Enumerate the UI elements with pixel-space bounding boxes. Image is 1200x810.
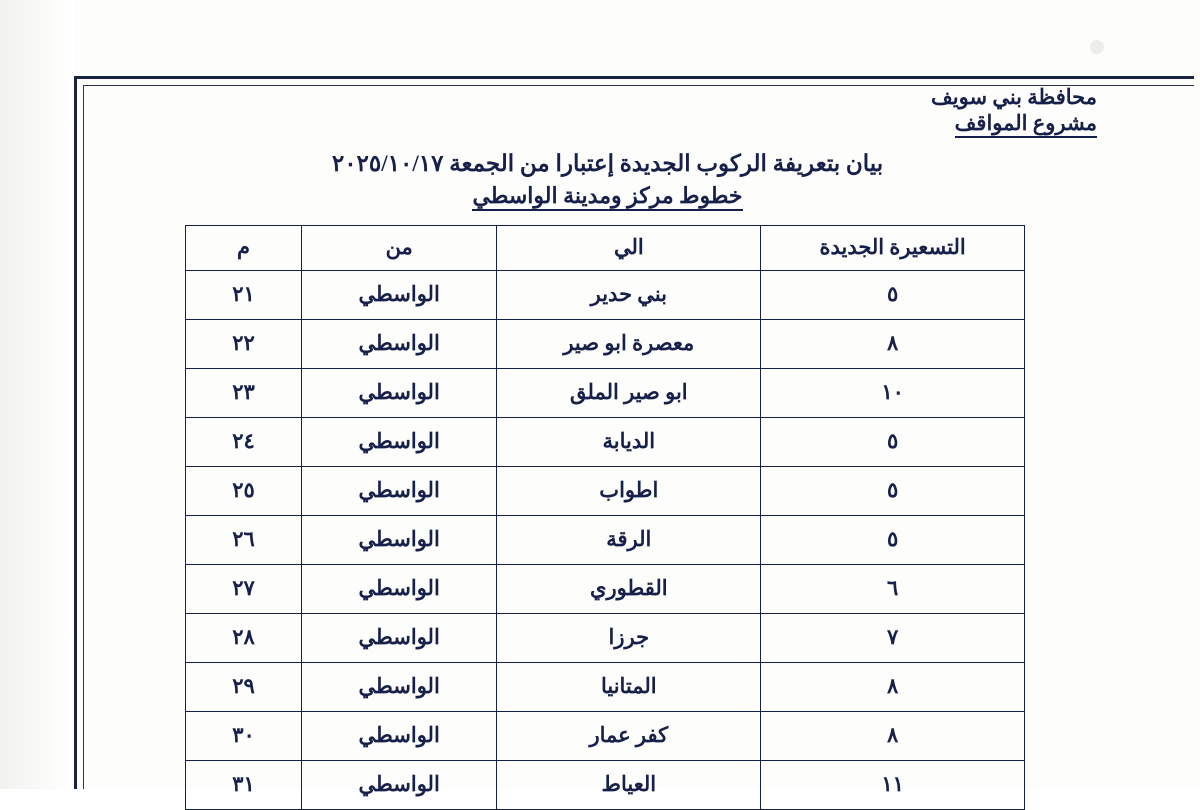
cell-number: ٢٩ [186,662,302,711]
scan-artifact [1090,40,1104,54]
cell-from: الواسطي [301,613,496,662]
table-row [186,711,1025,760]
cell-to: ابو صير الملق [497,368,761,417]
cell-from: الواسطي [301,417,496,466]
cell-from: الواسطي [301,270,496,319]
cell-from: الواسطي [301,711,496,760]
cell-to: المتانيا [497,662,761,711]
page-title: بيان بتعريفة الركوب الجديدة إعتبارا من الجمعة ٢٠٢٥/١٠/١٧ [331,150,884,176]
cell-number: ٣١ [186,760,302,809]
cell-to: معصرة ابو صير [497,319,761,368]
cell-number: ٢٨ [186,613,302,662]
cell-new-fare: ٦ [761,564,1025,613]
cell-from: الواسطي [301,662,496,711]
cell-from: الواسطي [301,515,496,564]
table-row [186,368,1025,417]
column-header-new-fare: التسعيرة الجديدة [761,225,1025,270]
table-header-row [186,225,1025,270]
table-row [186,760,1025,809]
page-subtitle [90,182,1185,211]
table-row [186,466,1025,515]
cell-new-fare: ١٠ [761,368,1025,417]
cell-to: كفر عمار [497,711,761,760]
cell-number: ٢٧ [186,564,302,613]
cell-from: الواسطي [301,564,496,613]
page-edge-shadow [0,0,74,789]
cell-from: الواسطي [301,319,496,368]
document-body [90,84,1185,810]
column-header-to: الي [497,225,761,270]
table-row [186,417,1025,466]
cell-to: جرزا [497,613,761,662]
project-line-text: مشروع المواقف [955,111,1097,138]
cell-from: الواسطي [301,466,496,515]
cell-new-fare: ١١ [761,760,1025,809]
cell-new-fare: ٥ [761,515,1025,564]
cell-number: ٢٥ [186,466,302,515]
cell-number: ٢٣ [186,368,302,417]
cell-to: القطوري [497,564,761,613]
cell-to: اطواب [497,466,761,515]
cell-new-fare: ٨ [761,711,1025,760]
cell-number: ٣٠ [186,711,302,760]
cell-number: ٢١ [186,270,302,319]
table-row [186,515,1025,564]
cell-to: بني حدير [497,270,761,319]
table-head [186,225,1025,270]
cell-new-fare: ٨ [761,319,1025,368]
cell-new-fare: ٨ [761,662,1025,711]
fare-table [185,225,1025,810]
cell-number: ٢٤ [186,417,302,466]
cell-to: الديابة [497,417,761,466]
table-row [186,270,1025,319]
project-line [90,110,1185,136]
table-row [186,613,1025,662]
cell-number: ٢٦ [186,515,302,564]
cell-new-fare: ٥ [761,417,1025,466]
cell-from: الواسطي [301,760,496,809]
table-row [186,662,1025,711]
governorate-line: محافظة بني سويف [931,85,1097,109]
table-row [186,564,1025,613]
column-header-number: م [186,225,302,270]
cell-new-fare: ٥ [761,466,1025,515]
page-subtitle-text: خطوط مركز ومدينة الواسطي [472,183,742,211]
cell-new-fare: ٧ [761,613,1025,662]
table-row [186,319,1025,368]
cell-number: ٢٢ [186,319,302,368]
document-header [90,84,1185,137]
cell-to: الرقة [497,515,761,564]
cell-from: الواسطي [301,368,496,417]
table-body [186,270,1025,809]
cell-new-fare: ٥ [761,270,1025,319]
column-header-from: من [301,225,496,270]
cell-to: العياط [497,760,761,809]
